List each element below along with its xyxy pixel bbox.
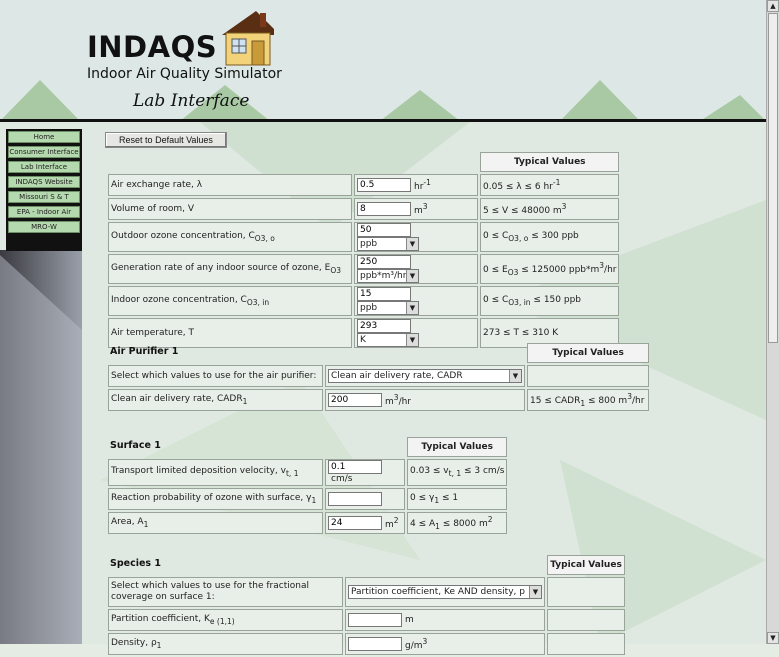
reaction-probability-input[interactable] (328, 492, 382, 506)
typical-values-header: Typical Values (407, 437, 507, 457)
chevron-down-icon: ▼ (529, 586, 541, 598)
reset-defaults-button[interactable]: Reset to Default Values (105, 132, 227, 148)
typical-value: 5 ≤ V ≤ 48000 $m^3$ (480, 198, 619, 220)
typical-value: $4 \le A_1 \le 8000$ $m^2$ (407, 512, 507, 534)
param-label: Select which values to use for the air purifier: (108, 365, 323, 387)
surface-table (106, 435, 509, 536)
indoor-ozone-input[interactable] (357, 287, 411, 301)
air-purifier-table (106, 341, 651, 413)
param-label: Transport limited deposition velocity, $v_{t, 1}$ (108, 459, 323, 486)
sidebar-item-lab-interface[interactable]: Lab Interface (8, 161, 80, 173)
table-row (108, 512, 507, 534)
unit-label: $g/m^3$ (405, 637, 428, 651)
indoor-ozone-unit-select[interactable]: ppb ▼ (357, 301, 419, 315)
outdoor-ozone-unit-select[interactable]: ppb ▼ (357, 237, 419, 251)
table-row (108, 577, 625, 607)
scroll-down-icon[interactable]: ▼ (767, 632, 779, 644)
param-label: Generation rate of any indoor source of ozone, $E_{O3}$ (108, 254, 352, 284)
sidebar-item-mro-w[interactable]: MRO-W (8, 221, 80, 233)
param-label: Air temperature, T (108, 318, 352, 348)
table-row (108, 198, 619, 220)
unit-label: m (405, 615, 414, 625)
typical-value: 273 ≤ T ≤ 310 K (480, 318, 619, 348)
sidebar-item-consumer-interface[interactable]: Consumer Interface (9, 148, 79, 156)
typical-value: $0 \le C_{O3, in} \le 150$ ppb (480, 286, 619, 316)
typical-value: $0 \le E_{O3} \le 125000$ $ppb*m^3/hr$ (480, 254, 619, 284)
table-row (108, 365, 649, 387)
chevron-down-icon: ▼ (406, 270, 418, 282)
typical-values-header: Typical Values (547, 555, 625, 575)
vertical-scrollbar[interactable] (766, 0, 779, 644)
chevron-down-icon: ▼ (406, 334, 418, 346)
typical-value: $15 \le CADR_1 \le 800$ $m^3/hr$ (527, 389, 649, 411)
param-label: Partition coefficient, $K_{e (1,1)}$ (108, 609, 343, 631)
typical-values-header: Typical Values (527, 343, 649, 363)
param-label: Select which values to use for the fractional coverage on surface 1: (108, 577, 343, 607)
air-exchange-input[interactable] (357, 178, 411, 192)
param-label: Indoor ozone concentration, $C_{O3, in}$ (108, 286, 352, 316)
sidebar-item-indaqs-website[interactable]: INDAQS Website (8, 176, 80, 188)
species-table (106, 553, 627, 657)
table-row (108, 286, 619, 316)
species-select[interactable]: Partition coefficient, Ke AND density, p ▼ (348, 585, 542, 599)
volume-input[interactable] (357, 202, 411, 216)
typical-value: $0 \le \gamma_1 \le 1$ (407, 488, 507, 510)
unit-label: cm/s (331, 474, 353, 484)
area-input[interactable] (328, 516, 382, 530)
density-input[interactable] (348, 637, 402, 651)
air-purifier-title: Air Purifier 1 (110, 346, 179, 357)
generation-rate-input[interactable] (357, 255, 411, 269)
scrollbar-thumb[interactable] (768, 13, 778, 343)
table-row (108, 254, 619, 284)
table-row (108, 609, 625, 631)
table-row (108, 389, 649, 411)
species-title: Species 1 (110, 558, 161, 569)
temperature-unit-select[interactable]: K ▼ (357, 333, 419, 347)
scroll-up-icon[interactable]: ▲ (767, 0, 779, 12)
typical-value: $0 \le C_{O3, o} \le 300$ ppb (480, 222, 619, 252)
cadr-input[interactable] (328, 393, 382, 407)
app-title: INDAQS (87, 30, 218, 64)
chevron-down-icon: ▼ (406, 238, 418, 250)
chevron-down-icon: ▼ (406, 302, 418, 314)
typical-value: $0.03 \le v_{t, 1} \le 3$ cm/s (407, 459, 507, 486)
param-label: Density, $\rho_1$ (108, 633, 343, 655)
deposition-velocity-input[interactable] (328, 460, 382, 474)
temperature-input[interactable] (357, 319, 411, 333)
sidebar-item-epa-indoor-air[interactable]: EPA - Indoor Air (8, 206, 80, 218)
interface-title: Lab Interface (133, 91, 250, 111)
table-row (108, 488, 507, 510)
chevron-down-icon: ▼ (509, 370, 521, 382)
sidebar-item-missouri-st[interactable]: Missouri S & T (8, 191, 80, 203)
table-row (108, 633, 625, 655)
param-label: Reaction probability of ozone with surface, $\gamma_1$ (108, 488, 323, 510)
generation-rate-unit-select[interactable]: ppb*m³/hr ▼ (357, 269, 419, 283)
unit-label: $m^3$ (414, 202, 428, 216)
air-purifier-select[interactable]: Clean air delivery rate, CADR ▼ (328, 369, 522, 383)
param-label: Outdoor ozone concentration, $C_{O3, o}$ (108, 222, 352, 252)
param-label: Area, $A_1$ (108, 512, 323, 534)
table-row (108, 174, 619, 196)
param-label: Air exchange rate, λ (108, 174, 352, 196)
table-row (108, 459, 507, 486)
sidebar-item-home[interactable]: Home (8, 131, 80, 143)
partition-coefficient-input[interactable] (348, 613, 402, 627)
unit-label: $m^3/hr$ (385, 393, 411, 407)
app-subtitle: Indoor Air Quality Simulator (87, 66, 282, 82)
typical-value: 0.05 ≤ λ ≤ 6 $hr^{-1}$ (480, 174, 619, 196)
param-label: Clean air delivery rate, $CADR_1$ (108, 389, 323, 411)
table-row (108, 222, 619, 252)
outdoor-ozone-input[interactable] (357, 223, 411, 237)
unit-label: $hr^{-1}$ (414, 178, 431, 192)
surface-title: Surface 1 (110, 440, 161, 451)
typical-values-header: Typical Values (480, 152, 619, 172)
unit-label: $m^2$ (385, 515, 399, 530)
param-label: Volume of room, V (108, 198, 352, 220)
room-parameters-table (106, 150, 621, 350)
